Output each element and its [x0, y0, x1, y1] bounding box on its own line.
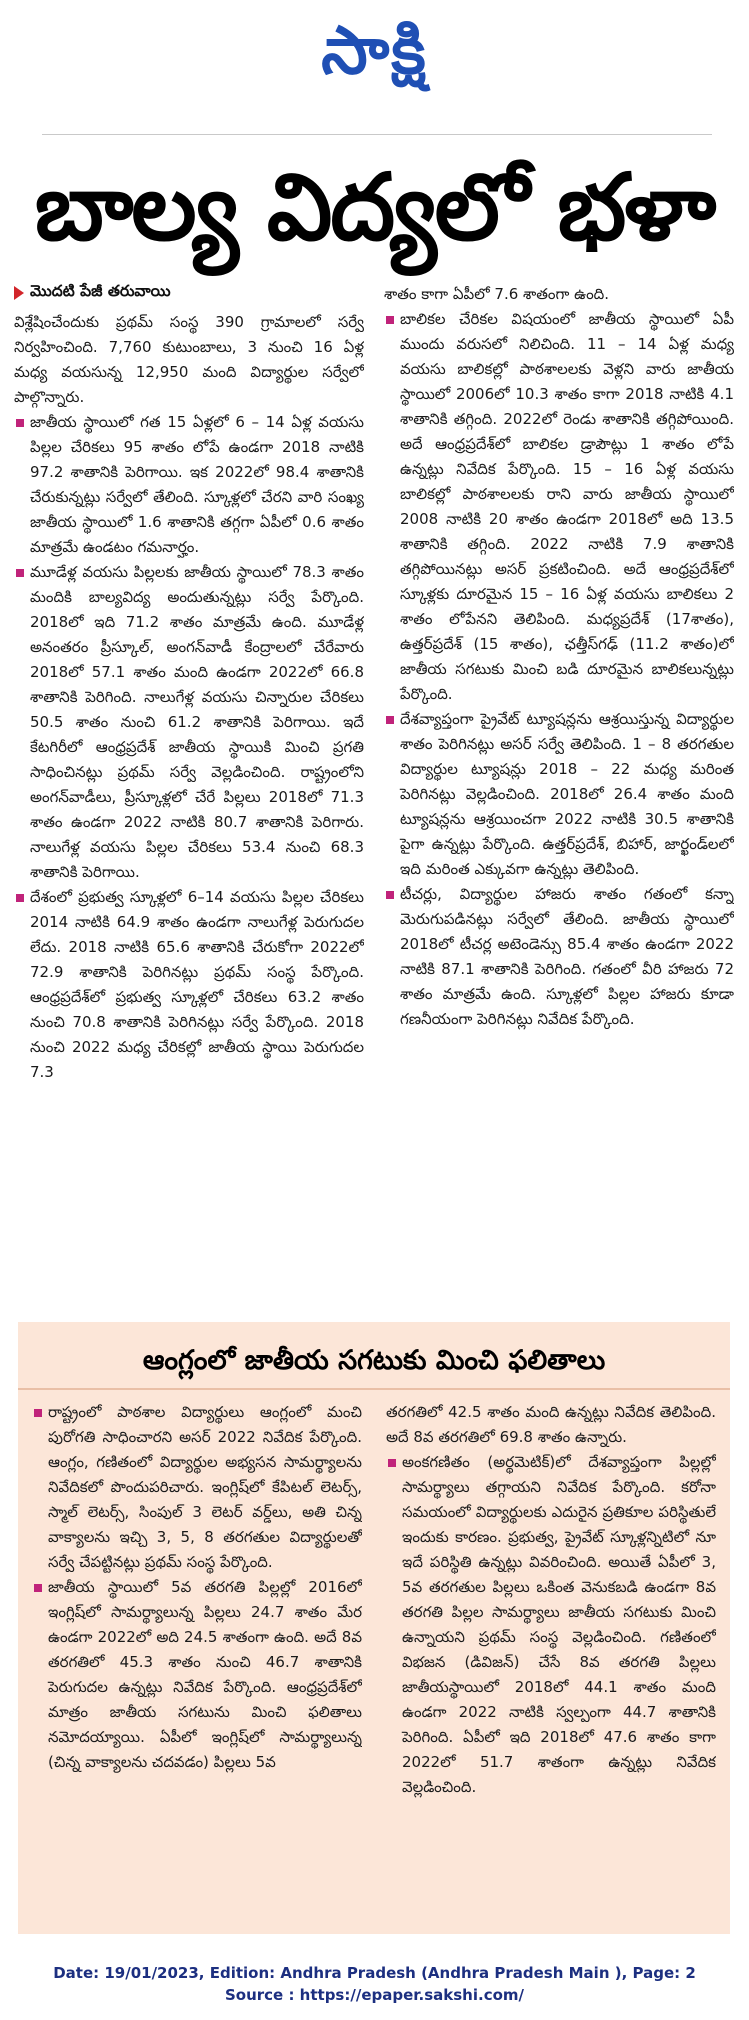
red-triangle-icon	[14, 286, 24, 300]
sidebar-continued-paragraph: తరగతిలో 42.5 శాతం మంది ఉన్నట్లు నివేదిక తెలిపింది. అదే 8వ తరగతిలో 69.8 శాతం ఉన్నారు.	[386, 1403, 716, 1446]
article-lead-paragraph: విశ్లేషించేందుకు ప్రథమ్ సంస్థ 390 గ్రామాలలో సర్వే నిర్వహించింది. 7,760 కుటుంబాలు, 3 నుంచి 16 ఏళ్ల మధ్య వయసున్న 12,950 మంది విద్యార్థుల సర్వేలో పాల్గొన్నారు.	[14, 313, 364, 406]
masthead-divider	[42, 134, 712, 135]
bullet-text: టీచర్లు, విద్యార్థుల హాజరు శాతం గతంలో కన్నా మెరుగుపడినట్లు సర్వేలో తేలింది. జాతీయ స్థాయిలో 2018లో టీచర్ల అటెండెన్సు 85.4 శాతం ఉండగా 2022 నాటికి 87.1 శాతానికి పెరిగింది. గతంలో వీరి హాజరు 72 శాతం మాత్రమే ఉంది. స్కూళ్లలో పిల్లల హాజరు కూడా గణనీయంగా పెరిగినట్లు నివేదిక పేర్కొంది.	[400, 885, 734, 1028]
article-bullet-paragraph	[14, 560, 364, 885]
article-bullet-paragraph	[14, 410, 364, 560]
sidebar-bullet-paragraph	[32, 1400, 362, 1575]
bullet-text: అంకగణితం (అర్థమెటిక్)లో దేశవ్యాప్తంగా పిల్లల్లో సామర్థ్యాలు తగ్గాయని నివేదిక పేర్కొంది. కరోనా సమయంలో విద్యార్థులకు ఎదురైన ప్రతికూల పరిస్థితులే ఇందుకు కారణం. ప్రభుత్వ, ప్రైవేట్ స్కూళ్లన్నిటిలో నూ ఇదే పరిస్థితి ఉన్నట్లు వివరించింది. అయితే ఏపీలో 3, 5వ తరగతుల పిల్లలు ఒకింత వెనుకబడి ఉండగా 8వ తరగతి పిల్లల సామర్థ్యాలు జాతీయ సగటుకు మించి ఉన్నాయని ప్రథమ్ సంస్థ వెల్లడించింది. గణితంలో విభజన (డివిజన్) చేసే 8వ తరగతి పిల్లలు జాతీయస్థాయిలో 2018లో 44.1 శాతం మంది ఉండగా 2022 నాటికి స్వల్పంగా 44.7 శాతానికి పెరిగింది. ఏపీలో ఇది 2018లో 47.6 శాతం కాగా 2022లో 51.7 శాతంగా ఉన్నట్లు నివేదిక వెల్లడించింది.	[402, 1453, 716, 1796]
article-bullet-paragraph	[384, 307, 734, 707]
square-bullet-icon	[388, 1459, 396, 1467]
square-bullet-icon	[34, 1409, 42, 1417]
footer-source-link[interactable]: Source : https://epaper.sakshi.com/	[224, 1986, 524, 2004]
sidebar-box-title: ఆంగ్లంలో జాతీయ సగటుకు మించి ఫలితాలు	[18, 1332, 730, 1390]
article-bullet-paragraph	[384, 707, 734, 882]
bullet-text: మూడేళ్ల వయసు పిల్లలకు జాతీయ స్థాయిలో 78.3 శాతం మందికి బాల్యవిద్య అందుతున్నట్లు సర్వే పేర్కొంది. 2018లో ఇది 71.2 శాతం మాత్రమే ఉంది. మూడేళ్ల అనంతరం ప్రీస్కూల్, అంగన్‌వాడీ కేంద్రాలలో చేరేవారు 2018లో 57.1 శాతం మంది ఉండగా 2022లో 66.8 శాతానికి పెరిగింది. నాలుగేళ్ల వయసు చిన్నారుల చేరికలు 50.5 శాతం నుంచి 61.2 శాతానికి పెరిగాయి. ఇదే కేటగిరీలో ఆంధ్రప్రదేశ్ జాతీయ స్థాయికి మించి ప్రగతి సాధించినట్లు ప్రథమ్ సర్వే వెల్లడించింది. రాష్ట్రంలోని అంగన్‌వాడీలు, ప్రీస్కూళ్లలో చేరే పిల్లలు 2018లో 71.3 శాతం ఉండగా 2022 నాటికి 80.7 శాతానికి పెరిగారు. నాలుగేళ్ల వయసు పిల్లల చేరికలు 53.4 నుంచి 68.3 శాతానికి పెరిగాయి.	[30, 563, 364, 881]
sidebar-box	[18, 1322, 730, 1934]
continued-label-text: మొదటి పేజీ తరువాయి	[30, 282, 171, 300]
article-bullet-paragraph	[384, 882, 734, 1032]
continued-from-front-label	[14, 282, 364, 304]
article-bullet-paragraph	[14, 885, 364, 1085]
bullet-text: జాతీయ స్థాయిలో 5వ తరగతి పిల్లల్లో 2016లో ఇంగ్లిష్‌లో సామర్థ్యాలున్న పిల్లలు 24.7 శాతం మేర ఉండగా 2022లో అది 24.5 శాతంగా ఉంది. అదే 8వ తరగతిలో 45.3 శాతం నుంచి 46.7 శాతానికి పెరుగుదల ఉన్నట్లు నివేదిక పేర్కొంది. ఆంధ్రప్రదేశ్‌లో మాత్రం జాతీయ సగటును మించి ఫలితాలు నమోదయ్యాయి. ఏపీలో ఇంగ్లిష్‌లో సామర్థ్యాలున్న (చిన్న వాక్యాలను చదవడం) పిల్లలు 5వ	[48, 1578, 362, 1771]
square-bullet-icon	[34, 1584, 42, 1592]
page-footer	[0, 1962, 749, 2006]
sidebar-column-left	[32, 1400, 362, 1920]
square-bullet-icon	[386, 316, 394, 324]
sidebar-bullet-paragraph	[386, 1450, 716, 1800]
bullet-text: దేశవ్యాప్తంగా ప్రైవేట్ ట్యూషన్లను ఆశ్రయిస్తున్న విద్యార్థుల శాతం పెరిగినట్లు అసర్ సర్వే తెలిపింది. 1 – 8 తరగతుల విద్యార్థుల ట్యూషన్లు 2018 – 22 మధ్య మరింత పెరిగినట్లు వెల్లడించింది. 2018లో 26.4 శాతం మంది ట్యూషన్లను ఆశ్రయించగా 2022 నాటికి 30.5 శాతానికి పైగా ఉన్నట్లు పేర్కొంది. ఉత్తర్‌ప్రదేశ్, బిహార్, జార్ఖండ్‌లలో ఇది మరింత ఎక్కువగా ఉన్నట్లు తెలిపింది.	[400, 710, 734, 878]
square-bullet-icon	[16, 569, 24, 577]
bullet-text: బాలికల చేరికల విషయంలో జాతీయ స్థాయిలో ఏపీ ముందు వరుసలో నిలిచింది. 11 – 14 ఏళ్ల మధ్య వయసు బాలికల్లో పాఠశాలలకు వెళ్లని వారు జాతీయ స్థాయిలో 2006లో 10.3 శాతం కాగా 2018 నాటికి 4.1 శాతానికి తగ్గింది. 2022లో రెండు శాతానికి తగ్గిపోయింది. అదే ఆంధ్రప్రదేశ్‌లో బాలికల డ్రాపౌట్లు 1 శాతం లోపే ఉన్నట్లు నివేదిక పేర్కొంది. 15 – 16 ఏళ్ల వయసు బాలికల్లో పాఠశాలలకు రాని వారు జాతీయ స్థాయిలో 2008 నాటికి 20 శాతం ఉండగా 2018లో అది 13.5 శాతానికి తగ్గింది. 2022 నాటికి 7.9 శాతానికి తగ్గిపోయినట్లు అసర్ ప్రకటించింది. అదే ఆంధ్రప్రదేశ్‌లో స్కూళ్లకు దూరమైన 15 – 16 ఏళ్ల వయసు బాలికలు 2 శాతం లోపేనని తెలిపింది. మధ్యప్రదేశ్ (17శాతం), ఉత్తర్‌ప్రదేశ్ (15 శాతం), ఛత్తీస్‌గఢ్ (11.2 శాతం)లో జాతీయ సగటుకు మించి బడి దూరమైన బాలికలున్నట్లు పేర్కొంది.	[400, 310, 734, 703]
masthead	[0, 0, 749, 135]
continued-paragraph: శాతం కాగా ఏపీలో 7.6 శాతంగా ఉంది.	[384, 285, 610, 303]
square-bullet-icon	[386, 716, 394, 724]
square-bullet-icon	[16, 894, 24, 902]
headline: బాల్య విద్యలో భళా	[34, 154, 715, 261]
bullet-text: రాష్ట్రంలో పాఠశాల విద్యార్థులు ఆంగ్లంలో మంచి పురోగతి సాధించారని అసర్ 2022 నివేదిక పేర్కొంది. ఆంగ్లం, గణితంలో విద్యార్థుల అభ్యసన సామర్థ్యాలను నివేదికలో పొందుపరిచారు. ఇంగ్లిష్‌లో కేపిటల్ లెటర్స్, స్మాల్ లెటర్స్, సింపుల్ 3 లెటర్ వర్డ్‌లు, అతి చిన్న వాక్యాలను ఇచ్చి 3, 5, 8 తరగతుల విద్యార్థులతో సర్వే చేపట్టినట్లు ప్రథమ్ సంస్థ పేర్కొంది.	[48, 1403, 362, 1571]
sidebar-bullet-paragraph	[32, 1575, 362, 1775]
square-bullet-icon	[16, 419, 24, 427]
bullet-text: దేశంలో ప్రభుత్వ స్కూళ్లలో 6–14 వయసు పిల్లల చేరికలు 2014 నాటికి 64.9 శాతం ఉండగా నాలుగేళ్ల పెరుగుదల లేదు. 2018 నాటికి 65.6 శాతానికి చేరుకోగా 2022లో 72.9 శాతానికి పెరిగినట్లు ప్రథమ్ సంస్థ పేర్కొంది. ఆంధ్రప్రదేశ్‌లో ప్రభుత్వ స్కూళ్లలో చేరికలు 63.2 శాతం నుంచి 70.8 శాతానికి పెరిగినట్లు సర్వే పేర్కొంది. 2018 నుంచి 2022 మధ్య చేరికల్లో జాతీయ స్థాయి పెరుగుదల 7.3	[30, 888, 364, 1081]
article-column-right	[384, 282, 734, 1307]
article-body	[14, 282, 734, 1307]
bullet-text: జాతీయ స్థాయిలో గత 15 ఏళ్లలో 6 – 14 ఏళ్ల వయసు పిల్లల చేరికలు 95 శాతం లోపే ఉండగా 2018 నాటికి 97.2 శాతానికి పెరిగాయి. ఇక 2022లో 98.4 శాతానికి చేరుకున్నట్లు సర్వేలో తేలింది. స్కూళ్లలో చేరని వారి సంఖ్య జాతీయ స్థాయిలో 1.6 శాతానికి తగ్గగా ఏపీలో 0.6 శాతం మాత్రమే ఉండటం గమనార్హం.	[30, 413, 364, 556]
sidebar-box-body	[32, 1400, 716, 1920]
footer-date-edition: Date: 19/01/2023, Edition: Andhra Pradesh (Andhra Pradesh Main ), Page: 2	[53, 1964, 696, 1982]
newspaper-logo: సాక్షి	[321, 12, 428, 89]
article-column-left	[14, 282, 364, 1307]
square-bullet-icon	[386, 891, 394, 899]
sidebar-column-right	[386, 1400, 716, 1920]
